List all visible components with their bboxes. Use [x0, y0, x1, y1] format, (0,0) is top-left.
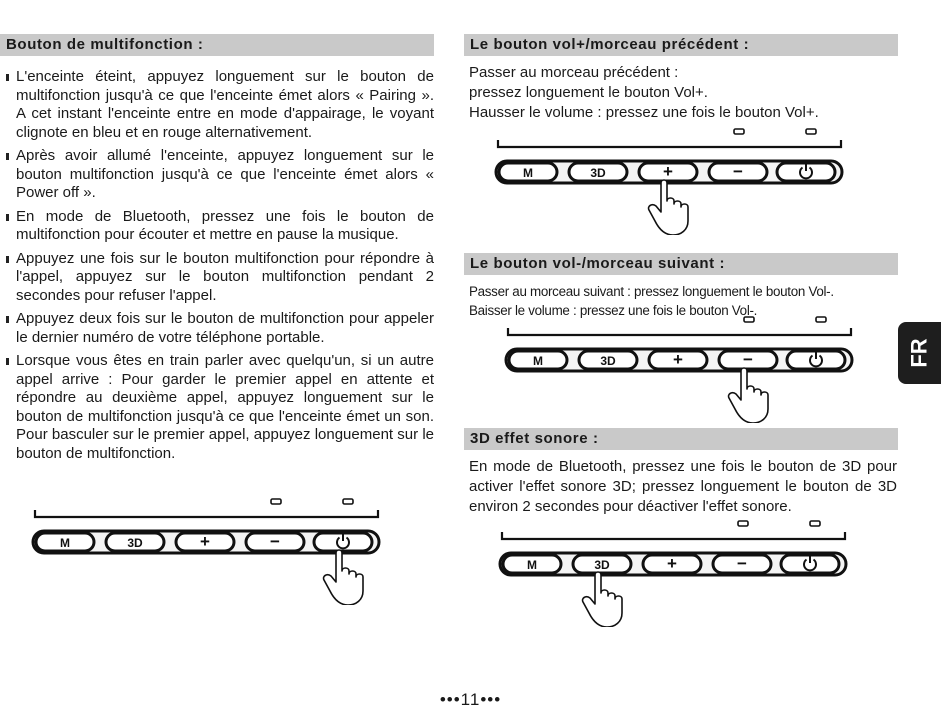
vol-minus-button-label: − — [743, 350, 753, 369]
led-indicator — [343, 499, 353, 504]
vol-plus-button-label: + — [673, 350, 683, 369]
effect-3d-heading: 3D effet sonore : — [464, 428, 898, 450]
vol-plus-button-label: + — [200, 532, 210, 551]
instruction-item: Après avoir allumé l'enceinte, appuyez longuement sur le bouton multifonction jusqu'à ce que l'enceinte émet alors « Power off ». — [6, 147, 434, 203]
pointing-hand-icon — [729, 368, 768, 423]
vol-minus-button-label: − — [733, 162, 743, 181]
text-line: pressez longuement le bouton Vol+. — [469, 84, 708, 101]
text-line: Baisser le volume : pressez une fois le bouton Vol-. — [469, 303, 758, 318]
speaker-outline — [508, 328, 851, 335]
vol-plus-button-label: + — [663, 162, 673, 181]
m-button-label: M — [527, 558, 537, 572]
language-tab: FR — [898, 322, 941, 384]
pointing-hand-icon — [583, 572, 622, 627]
led-indicator — [734, 129, 744, 134]
text-line: Passer au morceau suivant : pressez longuement le bouton Vol-. — [469, 284, 834, 299]
vol-minus-heading: Le bouton vol-/morceau suivant : — [464, 253, 898, 275]
multifunction-instructions — [6, 68, 434, 468]
speaker-outline — [498, 140, 841, 147]
vol-minus-button-label: − — [270, 532, 280, 551]
3d-button-label: 3D — [590, 166, 606, 180]
instruction-item: Lorsque vous êtes en train parler avec quelqu'un, si un autre appel arrive : Pour garder le premier appel en attente et répondre au deuxième appel, appuyez longuement sur le bouton de multifonction jusqu'à ce que l'enceinte émet un son. Pour basculer sur le premier appel, appuyez longuement sur le bouton de multifonction. — [6, 352, 434, 463]
m-button-label: M — [60, 536, 70, 550]
m-button-label: M — [523, 166, 533, 180]
button-diagram-vol-minus — [503, 313, 858, 423]
3d-button-label: 3D — [594, 558, 610, 572]
instruction-item: Appuyez une fois sur le bouton multifonction pour répondre à l'appel, appuyez sur le bouton multifonction pendant 2 secondes pour refuser l'appel. — [6, 250, 434, 306]
led-indicator — [271, 499, 281, 504]
button-diagram-3d — [497, 517, 852, 627]
button-diagram-power — [30, 495, 385, 605]
page-number: •••11••• — [439, 690, 502, 709]
button-diagram-vol-plus — [493, 125, 848, 235]
instruction-item: En mode de Bluetooth, pressez une fois le bouton de multifonction pour écouter et mettre en pause la musique. — [6, 208, 434, 245]
led-indicator — [806, 129, 816, 134]
led-indicator — [738, 521, 748, 526]
pointing-hand-icon — [324, 550, 363, 605]
text-line: Hausser le volume : pressez une fois le bouton Vol+. — [469, 104, 819, 121]
m-button-label: M — [533, 354, 543, 368]
3d-button-label: 3D — [600, 354, 616, 368]
multifunction-heading: Bouton de multifonction : — [0, 34, 434, 56]
led-indicator — [744, 317, 754, 322]
instruction-item: Appuyez deux fois sur le bouton de multifonction pour appeler le dernier numéro de votre téléphone portable. — [6, 310, 434, 347]
vol-plus-button-label: + — [667, 554, 677, 573]
speaker-outline — [35, 510, 378, 517]
effect-3d-text: En mode de Bluetooth, pressez une fois le bouton de 3D pour activer l'effet sonore 3D; pressez longuement le bouton de 3D environ 2 secondes pour déactiver l'effet sonore. — [469, 458, 897, 515]
vol-minus-button-label: − — [737, 554, 747, 573]
vol-plus-heading: Le bouton vol+/morceau précédent : — [464, 34, 898, 56]
text-line: Passer au morceau précédent : — [469, 64, 679, 81]
instruction-item: L'enceinte éteint, appuyez longuement sur le bouton de multifonction jusqu'à ce que l'enceinte émet alors « Pairing ». A cet instant l'enceinte entre en mode d'appairage, le voyant clignote en bleu et en rouge alternativement. — [6, 68, 434, 142]
led-indicator — [816, 317, 826, 322]
vol-plus-text — [469, 63, 899, 123]
led-indicator — [810, 521, 820, 526]
speaker-outline — [502, 532, 845, 539]
3d-button-label: 3D — [127, 536, 143, 550]
pointing-hand-icon — [649, 180, 688, 235]
